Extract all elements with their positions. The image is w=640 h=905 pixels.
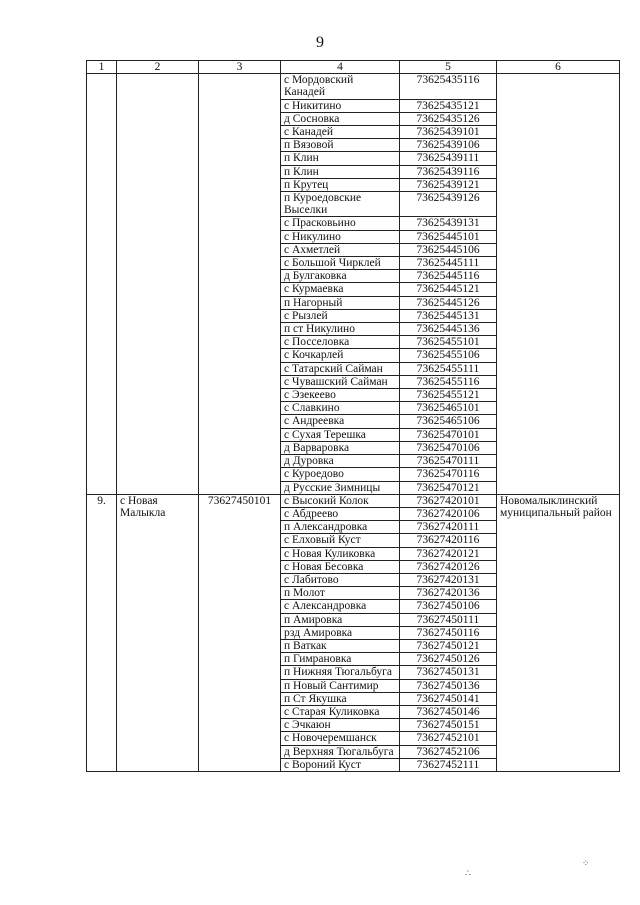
settlement-name: с Куроедово (281, 468, 400, 481)
settlement-code: 73627420136 (400, 587, 497, 600)
settlement-code: 73625455101 (400, 336, 497, 349)
settlement-code: 73627450131 (400, 666, 497, 679)
settlement-code: 73625470101 (400, 428, 497, 441)
settlement-name: п Куроедовские Выселки (281, 192, 400, 217)
cell-code (199, 74, 281, 495)
settlement-code: 73625470106 (400, 441, 497, 454)
settlement-name: с Никулино (281, 230, 400, 243)
settlement-code: 73627450151 (400, 719, 497, 732)
page-number: 9 (316, 34, 324, 51)
settlement-name: д Булгаковка (281, 270, 400, 283)
settlement-code: 73627452101 (400, 732, 497, 745)
settlement-name: п Клин (281, 165, 400, 178)
admin-center: с Новая Малыкла (117, 494, 199, 771)
header-col-4: 4 (281, 61, 400, 74)
settlement-name: с Курмаевка (281, 283, 400, 296)
settlement-code: 73627420116 (400, 534, 497, 547)
settlement-code: 73627450121 (400, 639, 497, 652)
settlement-name: д Дуровка (281, 455, 400, 468)
settlement-code: 73625445121 (400, 283, 497, 296)
settlement-name: с Новая Бесовка (281, 560, 400, 573)
settlement-code: 73625445136 (400, 323, 497, 336)
table-row (87, 74, 620, 99)
settlement-name: п ст Никулино (281, 323, 400, 336)
cell-center (117, 74, 199, 495)
settlement-name: с Рызлей (281, 309, 400, 322)
settlement-code: 73627450111 (400, 613, 497, 626)
settlement-code: 73627420101 (400, 494, 497, 507)
entry-number: 9. (87, 494, 117, 771)
settlement-name: п Ст Якушка (281, 692, 400, 705)
settlement-code: 73627452106 (400, 745, 497, 758)
header-col-3: 3 (199, 61, 281, 74)
settlement-name: п Нижняя Тюгальбуга (281, 666, 400, 679)
settlement-code: 73625445106 (400, 243, 497, 256)
admin-center-code: 73627450101 (199, 494, 281, 771)
settlement-name: с Новочеремшанск (281, 732, 400, 745)
settlement-code: 73625455121 (400, 389, 497, 402)
settlement-code: 73627420131 (400, 573, 497, 586)
settlement-code: 73627450141 (400, 692, 497, 705)
settlement-name: с Абдреево (281, 507, 400, 520)
settlement-code: 73625435121 (400, 99, 497, 112)
settlement-code: 73625465101 (400, 402, 497, 415)
settlement-name: с Ахметлей (281, 243, 400, 256)
header-col-6: 6 (497, 61, 620, 74)
settlement-code: 73625435126 (400, 112, 497, 125)
settlement-name: д Варваровка (281, 441, 400, 454)
settlement-code: 73625470116 (400, 468, 497, 481)
settlement-name: д Сосновка (281, 112, 400, 125)
settlement-name: с Лабитово (281, 573, 400, 586)
settlement-name: с Прасковьино (281, 217, 400, 230)
settlement-name: п Нагорный (281, 296, 400, 309)
settlement-code: 73625435116 (400, 74, 497, 99)
settlement-code: 73627420121 (400, 547, 497, 560)
settlement-name: с Татарский Сайман (281, 362, 400, 375)
settlements-table (86, 60, 620, 772)
settlement-name: с Андреевка (281, 415, 400, 428)
settlement-code: 73627450136 (400, 679, 497, 692)
settlement-code: 73625465106 (400, 415, 497, 428)
settlement-name: с Никитино (281, 99, 400, 112)
settlement-code: 73625445116 (400, 270, 497, 283)
settlement-name: с Новая Куликовка (281, 547, 400, 560)
settlement-name: рзд Амировка (281, 626, 400, 639)
settlement-name: с Чувашский Сайман (281, 375, 400, 388)
settlement-name: п Крутец (281, 178, 400, 191)
settlement-code: 73625439101 (400, 126, 497, 139)
settlement-name: п Клин (281, 152, 400, 165)
settlement-name: с Эзекеево (281, 389, 400, 402)
settlement-name: п Гимрановка (281, 653, 400, 666)
settlement-name: с Александровка (281, 600, 400, 613)
settlement-code: 73627420111 (400, 521, 497, 534)
settlement-code: 73627450106 (400, 600, 497, 613)
settlement-name: с Высокий Колок (281, 494, 400, 507)
settlement-code: 73625455116 (400, 375, 497, 388)
settlement-name: с Славкино (281, 402, 400, 415)
settlement-name: д Верхняя Тюгальбуга (281, 745, 400, 758)
settlement-name: п Новый Сантимир (281, 679, 400, 692)
settlement-code: 73625439131 (400, 217, 497, 230)
settlement-code: 73625439116 (400, 165, 497, 178)
settlement-name: п Александровка (281, 521, 400, 534)
settlement-name: п Молот (281, 587, 400, 600)
cell-num (87, 74, 117, 495)
settlement-name: с Старая Куликовка (281, 705, 400, 718)
settlement-code: 73627450146 (400, 705, 497, 718)
settlement-code: 73625445111 (400, 257, 497, 270)
settlement-name: п Вязовой (281, 139, 400, 152)
settlement-name: д Русские Зимницы (281, 481, 400, 494)
settlement-code: 73625439111 (400, 152, 497, 165)
settlement-name: п Ваткак (281, 639, 400, 652)
settlement-code: 73627420106 (400, 507, 497, 520)
settlement-code: 73625445126 (400, 296, 497, 309)
header-col-1: 1 (87, 61, 117, 74)
settlement-code: 73625455111 (400, 362, 497, 375)
header-col-5: 5 (400, 61, 497, 74)
settlement-code: 73625455106 (400, 349, 497, 362)
settlement-name: с Вороний Куст (281, 758, 400, 771)
settlement-name: с Мордовский Канадей (281, 74, 400, 99)
settlement-code: 73627452111 (400, 758, 497, 771)
settlement-code: 73625439126 (400, 192, 497, 217)
scan-speck: ⁘ (582, 858, 590, 868)
settlement-name: п Амировка (281, 613, 400, 626)
table-row (87, 494, 620, 507)
district-name: Новомалыклинский муниципальный район (497, 494, 620, 771)
settlement-code: 73625439121 (400, 178, 497, 191)
settlement-name: с Большой Чирклей (281, 257, 400, 270)
scan-speck: ∴ (465, 868, 471, 878)
header-row (87, 61, 620, 74)
settlement-code: 73625470121 (400, 481, 497, 494)
settlement-code: 73625439106 (400, 139, 497, 152)
settlement-code: 73625470111 (400, 455, 497, 468)
settlement-code: 73625445101 (400, 230, 497, 243)
settlement-code: 73627420126 (400, 560, 497, 573)
settlement-name: с Посселовка (281, 336, 400, 349)
settlement-code: 73627450116 (400, 626, 497, 639)
header-col-2: 2 (117, 61, 199, 74)
settlement-code: 73627450126 (400, 653, 497, 666)
settlement-name: с Елховый Куст (281, 534, 400, 547)
settlement-name: с Кочкарлей (281, 349, 400, 362)
settlement-name: с Эчкаюн (281, 719, 400, 732)
cell-district (497, 74, 620, 495)
settlement-code: 73625445131 (400, 309, 497, 322)
settlement-name: с Сухая Терешка (281, 428, 400, 441)
settlement-name: с Канадей (281, 126, 400, 139)
